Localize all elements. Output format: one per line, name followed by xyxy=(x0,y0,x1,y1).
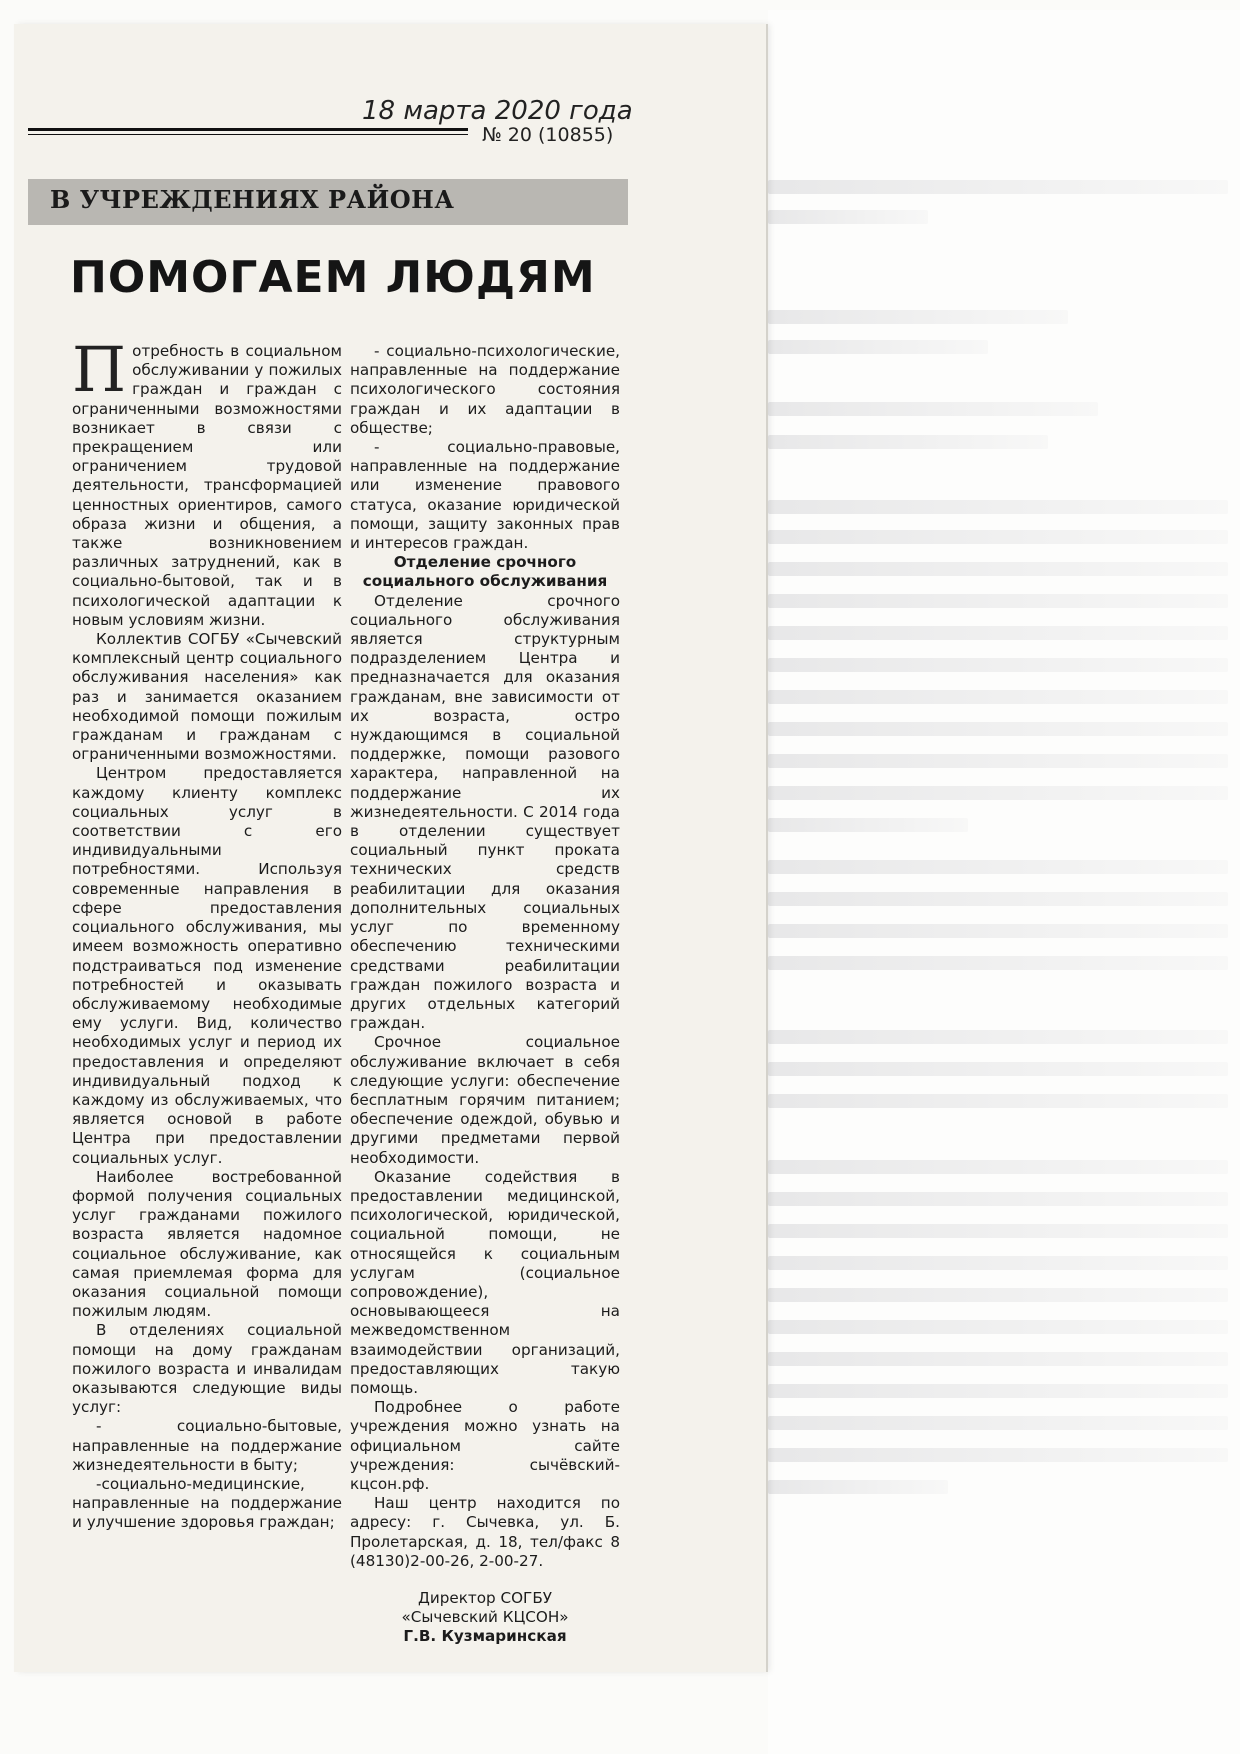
rubric-label: В УЧРЕЖДЕНИЯХ РАЙОНА xyxy=(50,185,455,214)
bleed-through-page xyxy=(768,10,1240,1754)
article-paragraph: В отделениях социальной помощи на дому гражданам пожилого возраста и инвалидам оказываются следующие виды услуг: xyxy=(72,1321,342,1417)
signature-name: Г.В. Кузмаринская xyxy=(403,1627,567,1646)
article-paragraph: Наиболее востребованной формой получения социальных услуг гражданами пожилого возраста является надомное социальное обслуживание, как самая приемлемая форма для оказания социальной помощи пожилым людям. xyxy=(72,1167,342,1321)
drop-cap: П xyxy=(72,333,127,406)
signature-title: Директор СОГБУ xyxy=(418,1589,552,1607)
article-column-2 xyxy=(350,342,620,1647)
section-rubric xyxy=(28,179,628,225)
header-rule xyxy=(28,128,468,131)
article-paragraph: Центром предоставляется каждому клиенту комплекс социальных услуг в соответствии с его индивидуальными потребностями. Используя современные направления в сфере предоставления социального обслуживания, мы имеем возможность оперативно подстраиваться под изменение потребностей и оказывать обслуживаемому необходимые ему услуги. Вид, количество необходимых услуг и период их предоставления и определяют индивидуальный подход к каждому из обслуживаемых, что является основой в работе Центра при предоставлении социальных услуг. xyxy=(72,764,342,1167)
article-paragraph: Отделение срочного социального обслуживания является структурным подразделением Центра и предназначается для оказания гражданам, вне зависимости от их возраста, остро нуждающимся в социальной поддержке, помощи разового характера, направленной на поддержание их жизнедеятельности. С 2014 года в отделении существует социальный пункт проката технических средств реабилитации для оказания дополнительных социальных услуг по временному обеспечению техническими средствами реабилитации граждан пожилого возраста и других отдельных категорий граждан. xyxy=(350,591,620,1033)
article-paragraph: Потребность в социальном обслуживании у пожилых граждан и граждан с ограниченными возможностями возникает в связи с прекращением или ограничением трудовой деятельности, трансформацией ценностных ориентиров, самого образа жизни и общения, а также возникновением различных затруднений, как в социально-бытовой, так и в психологической адаптации к новым условиям жизни. xyxy=(72,333,342,629)
article-list-item: - социально-правовые, направленные на поддержание или изменение правового статуса, оказание юридической помощи, защиту законных прав и интересов граждан. xyxy=(350,438,620,553)
article-paragraph: Оказание содействия в предоставлении медицинской, психологической, юридической, социальной помощи, не относящейся к социальным услугам (социальное сопровождение), основывающееся на межведомственном взаимодействии организаций, предоставляющих такую помощь. xyxy=(350,1167,620,1397)
article-subheading: Отделение срочного социального обслуживания xyxy=(362,553,608,591)
article-list-item: - социально-психологические, направленные на поддержание психологического состояния граждан и их адаптации в обществе; xyxy=(350,342,620,437)
issue-number: № 20 (10855) xyxy=(482,124,614,146)
article-paragraph: Коллектив СОГБУ «Сычевский комплексный центр социального обслуживания населения» как раз и занимается оказанием необходимой помощи пожилым гражданам и гражданам с ограниченными возможностями. xyxy=(72,630,342,764)
article-list-item: -социально-медицинские, направленные на поддержание и улучшение здоровья граждан; xyxy=(72,1474,342,1532)
signature-org: «Сычевский КЦСОН» xyxy=(401,1608,569,1627)
signature-block xyxy=(350,1589,620,1647)
article-paragraph: Наш центр находится по адресу: г. Сычевка, ул. Б. Пролетарская, д. 18, тел/факс 8 (48130)2-00-26, 2-00-27. xyxy=(350,1494,620,1570)
article-headline: ПОМОГАЕМ ЛЮДЯМ xyxy=(70,252,596,303)
article-paragraph: Срочное социальное обслуживание включает в себя следующие услуги: обеспечение бесплатным горячим питанием; обеспечение одеждой, обувью и другими предметами первой необходимости. xyxy=(350,1033,620,1167)
article-column-1 xyxy=(72,333,342,1533)
header-rule-thin xyxy=(28,134,468,135)
article-paragraph: Подробнее о работе учреждения можно узнать на официальном сайте учреждения: сычёвский-кцсон.рф. xyxy=(350,1398,620,1493)
issue-date: 18 марта 2020 года xyxy=(362,96,633,126)
newspaper-clipping xyxy=(14,24,766,1672)
article-list-item: - социально-бытовые, направленные на поддержание жизнедеятельности в быту; xyxy=(72,1417,342,1474)
